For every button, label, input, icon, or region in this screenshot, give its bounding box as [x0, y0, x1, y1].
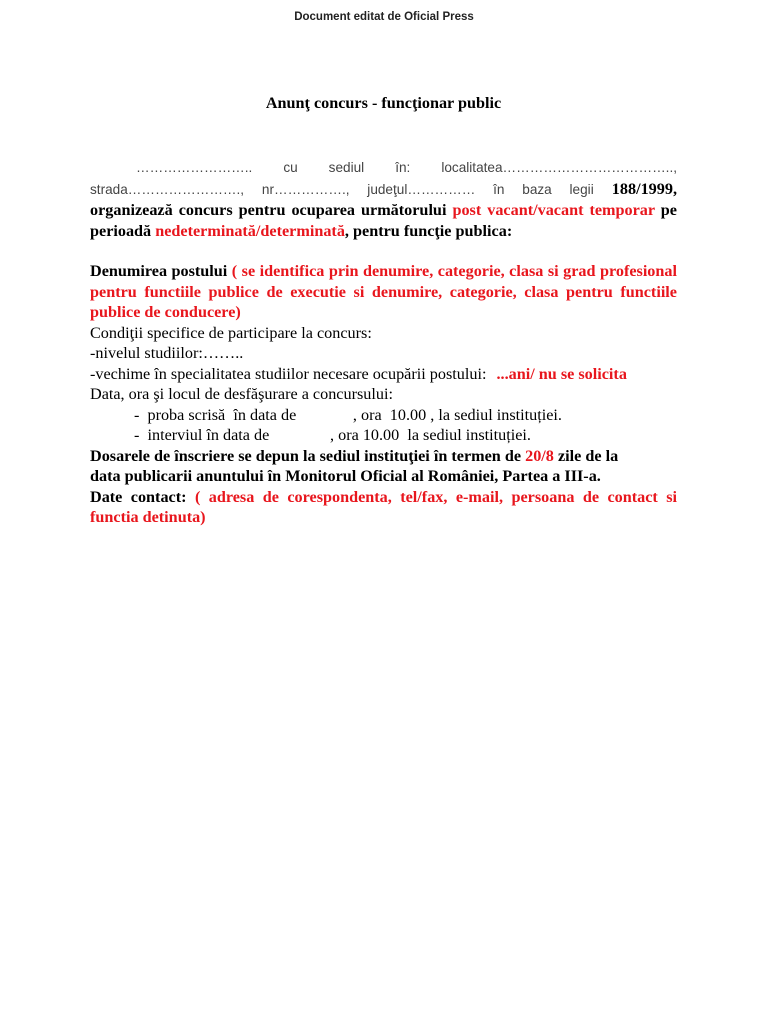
institution-placeholder: ……………………..	[136, 160, 253, 175]
contact-paragraph	[90, 487, 677, 528]
files-text: Dosarele de înscriere se depun la sediul instituţiei în termen de	[90, 446, 526, 465]
seniority-line	[90, 364, 677, 385]
intro-text: 188/1999, organizează concurs pentru ocuparea următorului	[90, 179, 677, 219]
files-text-end: zile de la	[553, 446, 619, 465]
address-placeholder: cu sediul în: localitatea……………………………….., strada……………………., nr……………., judeţul…………… în baza legii	[90, 160, 677, 197]
post-name-paragraph	[90, 261, 677, 323]
schedule-heading: Data, ora şi locul de desfăşurare a concursului:	[90, 385, 393, 403]
written-exam-item: - proba scrisă în data de , ora 10.00 , la sediul instituției.	[134, 405, 562, 424]
files-line	[90, 446, 677, 467]
interview-item: - interviul în data de , ora 10.00 la sediul instituției.	[134, 426, 531, 444]
seniority-options: ...ani/ nu se solicita	[496, 364, 627, 383]
files-publication: data publicarii anuntului în Monitorul Oficial al României, Partea a III-a.	[90, 467, 601, 485]
period-options: nedeterminată/determinată	[155, 221, 345, 240]
intro-text-period: pe perioadă	[90, 201, 677, 240]
conditions-heading: Condiţii specifice de participare la concurs:	[90, 323, 372, 342]
contact-instructions: ( adresa de corespondenta, tel/fax, e-mail, persoana de contact si functia detinuta)	[90, 487, 678, 526]
announcement-body	[90, 261, 677, 528]
studies-level: -nivelul studiilor:……..	[90, 344, 244, 362]
intro-paragraph	[90, 157, 677, 241]
post-type-options: post vacant/vacant temporar	[452, 201, 655, 219]
contact-label: Date contact:	[90, 487, 195, 506]
post-name-label: Denumirea postului	[90, 262, 232, 280]
seniority-label: -vechime în specialitatea studiilor necesare ocupării postului:	[90, 364, 491, 383]
page-title: Anunţ concurs - funcţionar public	[265, 94, 502, 112]
intro-text-end: , pentru funcţie publica:	[344, 221, 513, 240]
files-deadline: 20/8	[525, 446, 554, 465]
document-header: Document editat de Oficial Press	[294, 11, 474, 23]
post-name-instructions: ( se identifica prin denumire, categorie, clasa si grad profesional pentru functiile publice de executie si denumire, categorie, clasa pentru functiile publice de conducere)	[90, 262, 677, 321]
